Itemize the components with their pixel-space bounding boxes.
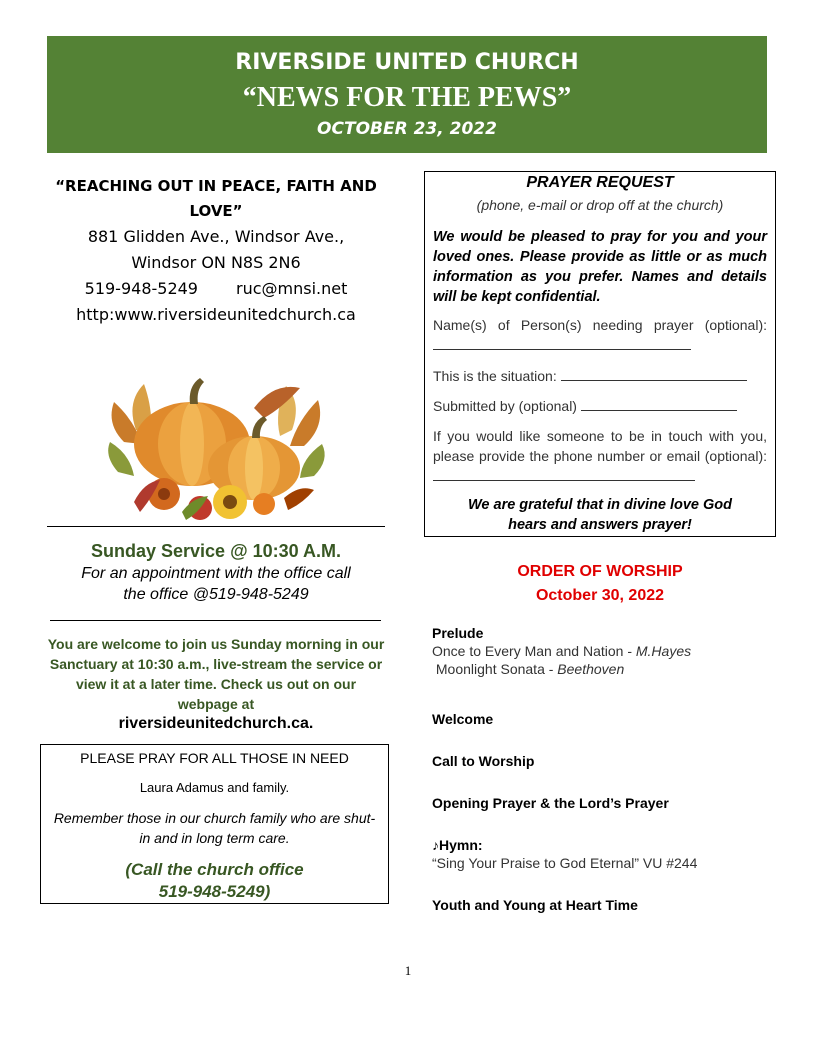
- field-contact-blank[interactable]: [433, 468, 695, 481]
- welcome-message: [47, 634, 385, 734]
- field-contact-label: If you would like someone to be in touch with you, please provide the phone number or email (optional):: [433, 428, 767, 464]
- call-line-2: 519-948-5249): [158, 882, 271, 901]
- call-line-1: (Call the church office: [125, 860, 304, 879]
- autumn-pumpkin-icon: [104, 372, 330, 522]
- address-line-2: Windsor ON N8S 2N6: [131, 253, 301, 272]
- field-names-label: Name(s) of Person(s) needing prayer (optional):: [433, 317, 767, 333]
- worship-item-prelude: [432, 624, 691, 678]
- service-info: [47, 539, 385, 605]
- order-title: ORDER OF WORSHIP: [517, 563, 683, 580]
- field-submitted-blank[interactable]: [581, 398, 737, 411]
- divider: [50, 620, 381, 621]
- divider: [47, 526, 385, 527]
- prayer-list-call: [41, 859, 388, 903]
- prayer-list-remember: Remember those in our church family who are shut-in and in long term care.: [53, 810, 376, 846]
- hymn-heading: ♪Hymn:: [432, 837, 483, 853]
- appointment-line-1: For an appointment with the office call: [81, 565, 351, 582]
- prelude-piece-2: [432, 660, 691, 678]
- call-to-worship-heading: Call to Worship: [432, 753, 535, 769]
- field-names: [433, 315, 767, 355]
- church-phone: 519-948-5249: [84, 279, 198, 298]
- piece-1-composer: M.Hayes: [635, 643, 692, 659]
- field-situation-blank[interactable]: [561, 368, 747, 381]
- prayer-list-box: [40, 744, 389, 904]
- piece-2-composer: Beethoven: [557, 661, 625, 677]
- church-info: [47, 174, 385, 328]
- prayer-request-intro: We would be pleased to pray for you and your loved ones. Please provide as little or as much information as you prefer. Names and details will be kept confidential.: [433, 229, 767, 305]
- prelude-heading: Prelude: [432, 625, 484, 641]
- service-time: Sunday Service @ 10:30 A.M.: [91, 541, 341, 561]
- piece-1-title: Once to Every Man and Nation -: [432, 643, 636, 659]
- welcome-text: You are welcome to join us Sunday morning in our Sanctuary at 10:30 a.m., live-stream the service or view it at a later time. Check us out on our webpage at: [47, 636, 385, 712]
- page-number: 1: [404, 963, 412, 978]
- church-name: RIVERSIDE UNITED CHURCH: [235, 50, 579, 75]
- order-date: October 30, 2022: [535, 587, 665, 604]
- website-link[interactable]: riversideunitedchurch.ca.: [118, 715, 314, 732]
- appointment-line-2: the office @519-948-5249: [123, 586, 309, 603]
- field-situation-label: This is the situation:: [433, 368, 557, 384]
- header-banner: [47, 36, 767, 153]
- prayer-list-heading: PLEASE PRAY FOR ALL THOSE IN NEED: [80, 750, 349, 766]
- opening-prayer-heading: Opening Prayer & the Lord’s Prayer: [432, 795, 669, 811]
- order-of-worship-heading: [424, 560, 776, 608]
- field-contact: [433, 426, 767, 486]
- closing-line-2: hears and answers prayer!: [508, 517, 692, 533]
- newsletter-title: “NEWS FOR THE PEWS”: [242, 82, 572, 113]
- worship-item-call: [432, 752, 534, 770]
- prayer-request-closing: [425, 495, 775, 535]
- church-motto: “REACHING OUT IN PEACE, FAITH AND LOVE”: [55, 177, 377, 220]
- worship-item-hymn: [432, 836, 697, 872]
- prayer-request-title: PRAYER REQUEST: [526, 174, 674, 191]
- hymn-title: “Sing Your Praise to God Eternal” VU #244: [432, 855, 698, 871]
- worship-item-opening-prayer: [432, 794, 669, 812]
- newsletter-date: OCTOBER 23, 2022: [317, 119, 497, 139]
- prelude-piece-1: [432, 642, 691, 660]
- prayer-request-box: [424, 171, 776, 537]
- piece-2-title: Moonlight Sonata -: [432, 661, 558, 677]
- field-submitted: [433, 396, 767, 416]
- prayer-request-subtitle: (phone, e-mail or drop off at the church): [476, 197, 724, 213]
- welcome-heading: Welcome: [432, 711, 494, 727]
- contact-line: [47, 276, 385, 302]
- closing-line-1: We are grateful that in divine love God: [467, 497, 732, 513]
- worship-item-welcome: [432, 710, 493, 728]
- church-email[interactable]: ruc@mnsi.net: [235, 279, 348, 298]
- field-names-blank[interactable]: [433, 337, 691, 350]
- field-situation: [433, 366, 767, 386]
- worship-item-youth: [432, 896, 638, 914]
- prayer-list-names: Laura Adamus and family.: [139, 780, 290, 795]
- address-line-1: 881 Glidden Ave., Windsor Ave.,: [87, 227, 345, 246]
- field-submitted-label: Submitted by (optional): [433, 398, 577, 414]
- church-website[interactable]: http:www.riversideunitedchurch.ca: [76, 305, 356, 324]
- youth-heading: Youth and Young at Heart Time: [432, 897, 638, 913]
